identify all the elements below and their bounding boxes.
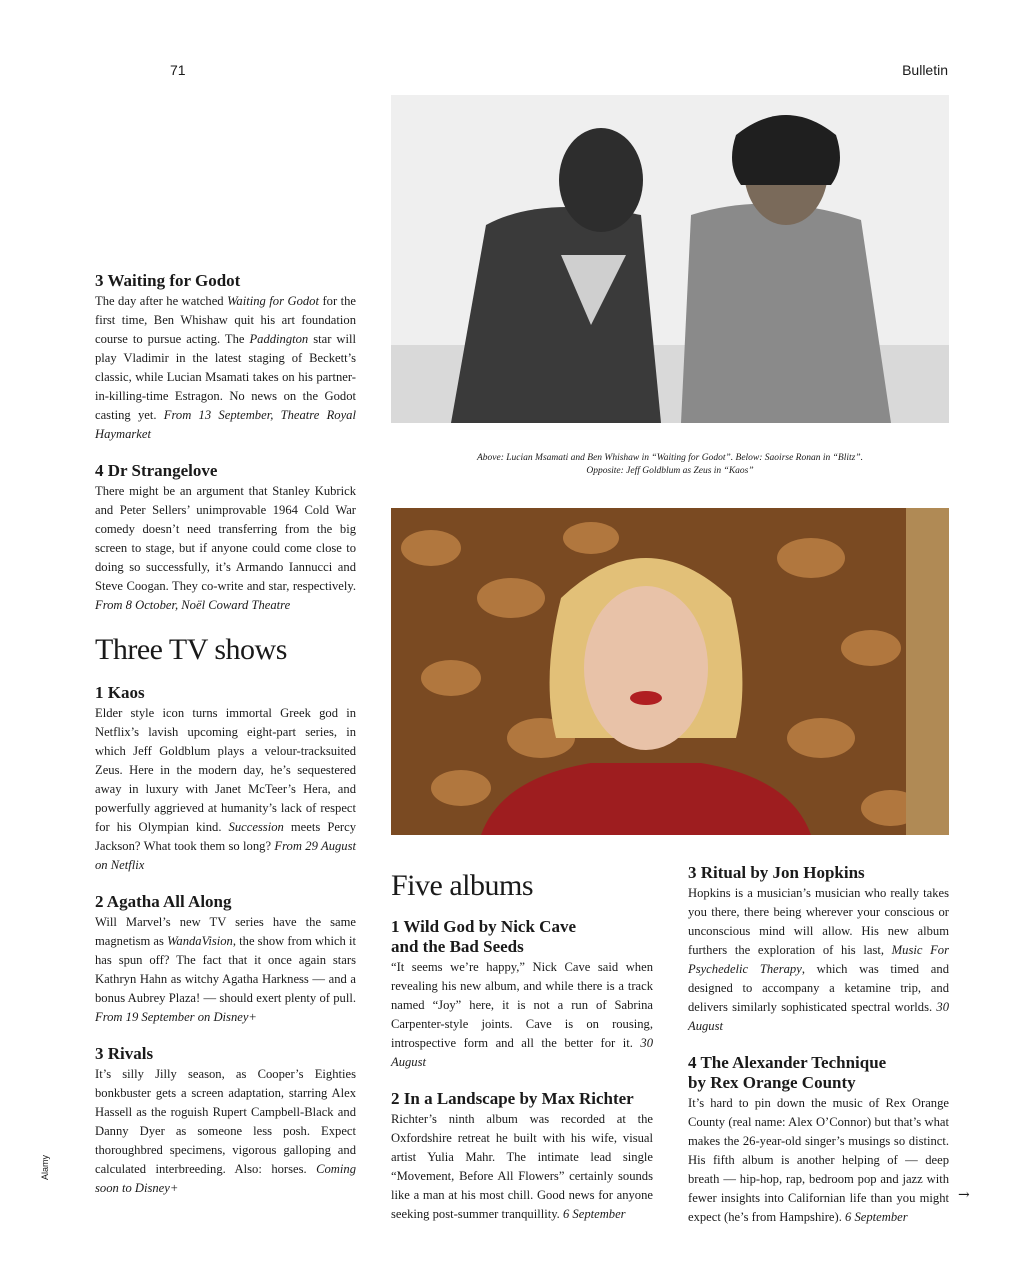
album-item-body: It’s hard to pin down the music of Rex Orange County (real name: Alex O’Connor) but that’s what makes the 26-year-old singer’s musings so distinct. His fifth album is another helping of — deep breath — hip-hop, rap, bedroom pop and jazz with fewer insights into Californian life than you might expect (he’s from Hampshire). 6 September xyxy=(688,1096,949,1224)
tv-item-title: 2 Agatha All Along xyxy=(95,892,232,911)
album-item-body: “It seems we’re happy,” Nick Cave said when revealing his new album, and while there is a track named “Joy” here, it is not a run of Sabrina Carpenter-style joints. Cave is on rousing, introspective form and all the better for it. 30 August xyxy=(391,960,653,1069)
album-item xyxy=(688,1053,949,1227)
left-column xyxy=(95,271,356,1210)
tv-item xyxy=(95,892,356,1027)
album-item-title: 4 The Alexander Technique by Rex Orange County xyxy=(688,1053,887,1092)
photo-credit: Alamy xyxy=(40,1154,50,1180)
caption-line-2: Opposite: Jeff Goldblum as Zeus in “Kaos” xyxy=(586,466,754,476)
album-item-title: 3 Ritual by Jon Hopkins xyxy=(688,863,865,882)
tv-item-title: 1 Kaos xyxy=(95,683,145,702)
album-item-body: Richter’s ninth album was recorded at the Oxfordshire retreat he built with his wife, visual artist Yulia Mahr. The intimate lead single “Movement, Before All Flowers” certainly sounds like a man at his most chill. Good news for anyone seeking post-summer tranquillity. 6 September xyxy=(391,1112,653,1221)
album-item-body: Hopkins is a musician’s musician who really takes you there, there being wherever your conscious or unconscious mind will allow. His new album furthers the exploration of his last, Music For Psychedelic Therapy, which was timed and designed to accompany a ketamine trip, and delivers similarly sophisticated spectral worlds. 30 August xyxy=(688,886,949,1033)
tv-item-body: Will Marvel’s new TV series have the same magnetism as WandaVision, the show from which it has spun off? The fact that it once again stars Kathryn Hahn as witchy Agatha Harkness — and a bonus Aubrey Plaza! — should exert plenty of pull. From 19 September on Disney+ xyxy=(95,915,356,1024)
album-item xyxy=(391,1089,653,1224)
caption-line-1: Above: Lucian Msamati and Ben Whishaw in “Waiting for Godot”. Below: Saoirse Ronan in “Blitz”. xyxy=(477,453,863,463)
album-item xyxy=(688,863,949,1036)
tv-item-body: Elder style icon turns immortal Greek god in Netflix’s lavish upcoming eight-part series, in which Jeff Goldblum plays a velour-tracksuited Zeus. Here in the modern day, he’s sequestered away in luxury with Janet McTeer’s Hera, and powerfully aggrieved at humanity’s lack of respect for his Olympian kind. Succession meets Percy Jackson? What took them so long? From 29 August on Netflix xyxy=(95,706,356,872)
theatre-item-body: There might be an argument that Stanley Kubrick and Peter Sellers’ unimprovable 1964 Cold War comedy doesn’t need transferring from the big screen to stage, but if anyone could come close to doing so successfully, it’s Armando Iannucci and Steve Coogan. They co-write and star, respectively. From 8 October, Noël Coward Theatre xyxy=(95,484,356,612)
tv-item xyxy=(95,683,356,875)
blitz-photo xyxy=(391,508,949,835)
tv-item xyxy=(95,1044,356,1198)
tv-item-body: It’s silly Jilly season, as Cooper’s Eighties bonkbuster gets a screen adaptation, starring Alex Hassell as the roguish Rupert Campbell-Black and Danny Dyer as someone less posh. Expect thoroughbred specimens, vigorous galloping and calculated interbreeding. Also: horses. Coming soon to Disney+ xyxy=(95,1067,356,1195)
theatre-item-body: The day after he watched Waiting for Godot for the first time, Ben Whishaw quit his art foundation course to pursue acting. The Paddington star will play Vladimir in the latest staging of Beckett’s classic, while Lucian Msamati takes on his partner-in-killing-time Estragon. No news on the Godot casting yet. From 13 September, Theatre Royal Haymarket xyxy=(95,294,357,441)
album-item-title: 1 Wild God by Nick Cave and the Bad Seeds xyxy=(391,917,576,956)
photo-caption xyxy=(391,452,949,478)
album-item xyxy=(391,917,653,1072)
continue-arrow-icon: → xyxy=(958,1187,970,1203)
godot-illustration xyxy=(391,95,949,423)
theatre-item xyxy=(95,271,356,444)
tv-item-title: 3 Rivals xyxy=(95,1044,154,1063)
right-column xyxy=(688,863,949,1239)
theatre-item-title: 3 Waiting for Godot xyxy=(95,271,241,290)
albums-heading: Five albums xyxy=(391,869,533,902)
album-item-title: 2 In a Landscape by Max Richter xyxy=(391,1089,634,1108)
section-label: Bulletin xyxy=(902,62,948,78)
tv-heading: Three TV shows xyxy=(95,633,287,666)
theatre-item xyxy=(95,461,356,615)
middle-column xyxy=(391,855,653,1236)
blitz-illustration xyxy=(391,508,949,835)
godot-photo xyxy=(391,95,949,423)
theatre-item-title: 4 Dr Strangelove xyxy=(95,461,218,480)
page-number: 71 xyxy=(170,62,186,78)
